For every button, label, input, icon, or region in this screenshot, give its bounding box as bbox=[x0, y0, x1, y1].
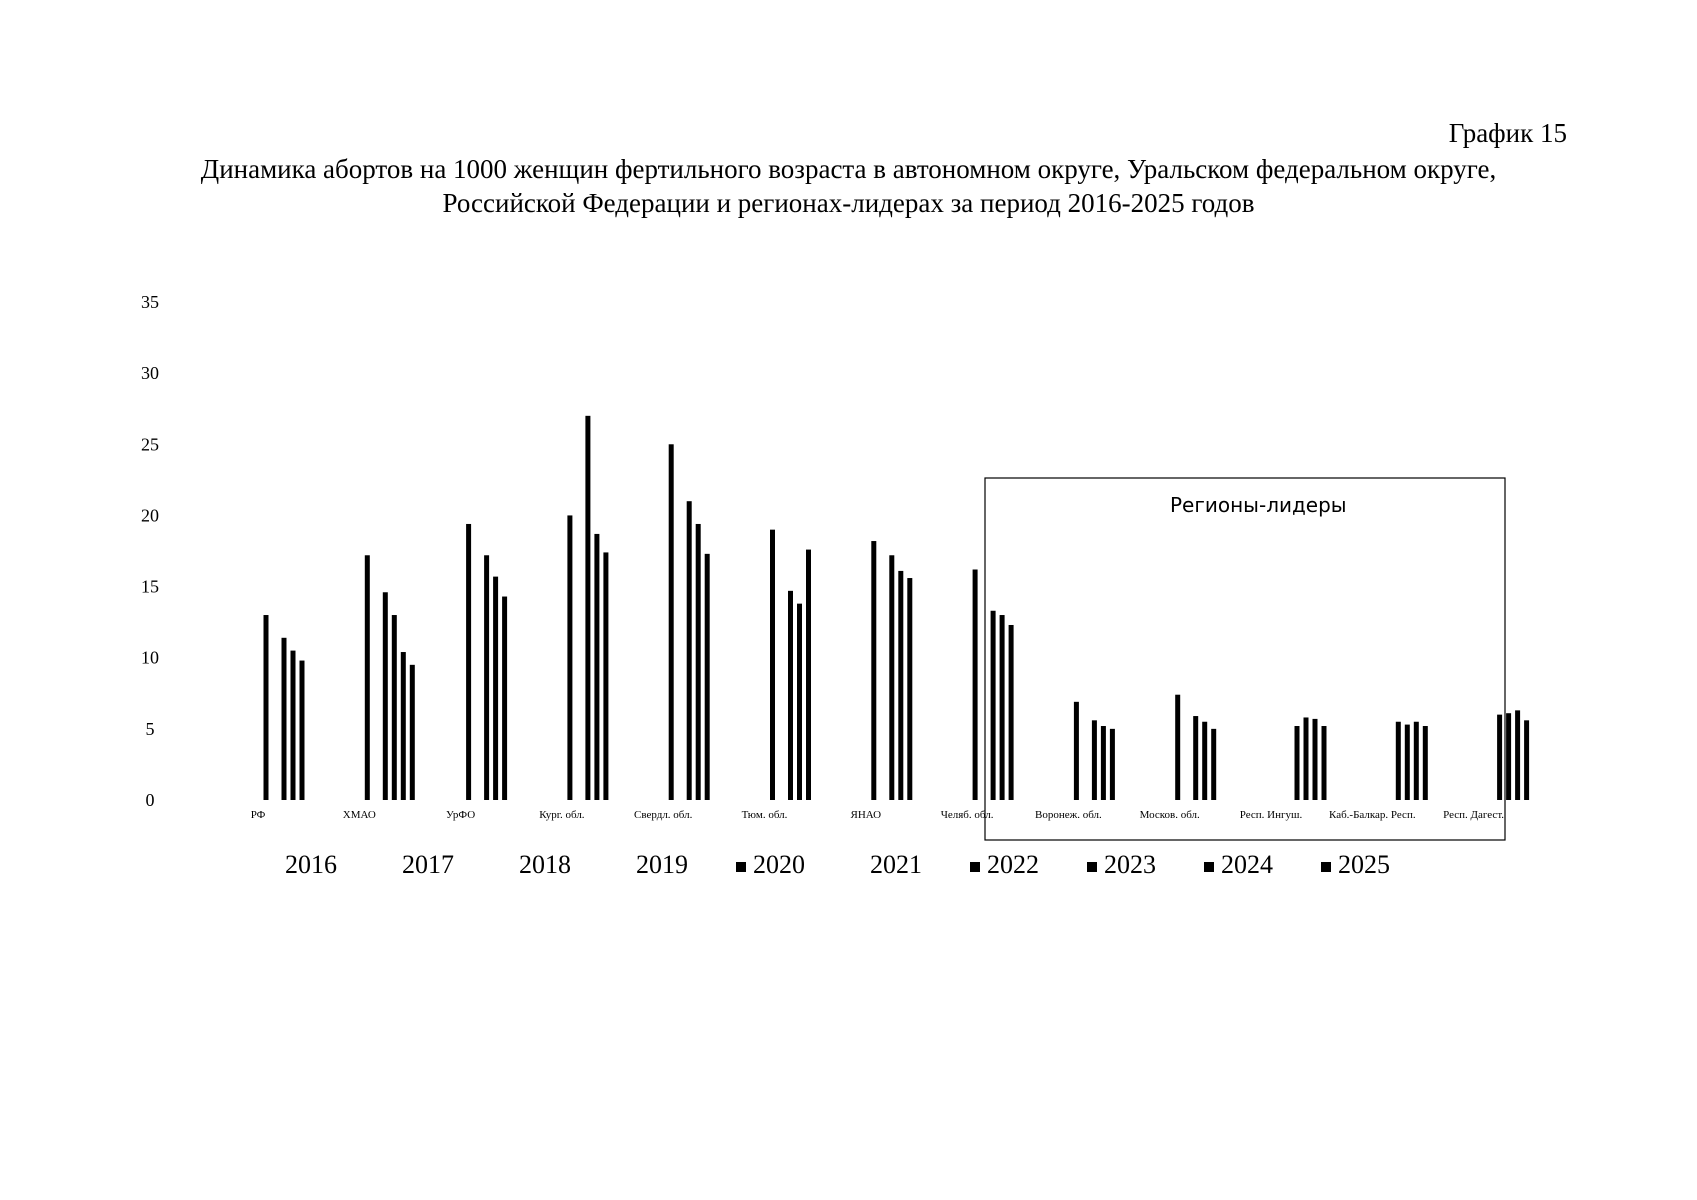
bar bbox=[991, 611, 996, 800]
bar bbox=[907, 578, 912, 800]
bar bbox=[1211, 729, 1216, 800]
legend-label: 2021 bbox=[870, 850, 922, 879]
bar bbox=[410, 665, 415, 800]
category-label: Свердл. обл. bbox=[634, 809, 693, 821]
category-labels bbox=[251, 809, 1505, 821]
y-tick-label: 5 bbox=[145, 718, 155, 739]
bar bbox=[1092, 720, 1097, 800]
bar bbox=[889, 555, 894, 800]
bar bbox=[484, 555, 489, 800]
legend-marker bbox=[970, 862, 980, 872]
bar bbox=[1414, 722, 1419, 800]
y-axis bbox=[141, 292, 159, 810]
category-label: Кург. обл. bbox=[539, 809, 585, 821]
graph-number: График 15 bbox=[1448, 118, 1567, 148]
bar bbox=[1524, 720, 1529, 800]
legend-label: 2017 bbox=[402, 850, 454, 879]
bar bbox=[1497, 715, 1502, 800]
bar bbox=[1304, 717, 1309, 800]
legend-label: 2024 bbox=[1221, 850, 1273, 879]
inset-title: Регионы-лидеры bbox=[1170, 493, 1347, 517]
bar bbox=[1101, 726, 1106, 800]
bar bbox=[973, 569, 978, 800]
legend-label: 2019 bbox=[636, 850, 688, 879]
legend-label: 2025 bbox=[1338, 850, 1390, 879]
bar bbox=[1322, 726, 1327, 800]
bar bbox=[1295, 726, 1300, 800]
bar bbox=[1110, 729, 1115, 800]
bar bbox=[1405, 725, 1410, 800]
bar bbox=[898, 571, 903, 800]
category-label: УрФО bbox=[446, 809, 476, 821]
y-tick-label: 10 bbox=[141, 647, 159, 668]
bar bbox=[1313, 719, 1318, 800]
bar bbox=[788, 591, 793, 800]
bar bbox=[282, 638, 287, 800]
category-label: Москов. обл. bbox=[1139, 809, 1200, 821]
legend-label: 2023 bbox=[1104, 850, 1156, 879]
bar bbox=[871, 541, 876, 800]
bar bbox=[383, 592, 388, 800]
bar bbox=[585, 416, 590, 800]
category-label: РФ bbox=[250, 809, 266, 821]
category-label: ХМАО bbox=[342, 809, 376, 821]
bar bbox=[300, 661, 305, 800]
bar bbox=[1202, 722, 1207, 800]
legend-marker bbox=[1321, 862, 1331, 872]
y-tick-label: 20 bbox=[141, 505, 159, 526]
bar bbox=[594, 534, 599, 800]
bar bbox=[1423, 726, 1428, 800]
bar bbox=[567, 515, 572, 800]
y-tick-label: 15 bbox=[141, 576, 159, 597]
bar bbox=[466, 524, 471, 800]
chart-title-line-1: Динамика абортов на 1000 женщин фертильного возраста в автономном округе, Уральском федеральном округе, bbox=[200, 154, 1497, 184]
bar bbox=[1175, 695, 1180, 800]
bar bbox=[705, 554, 710, 800]
bar bbox=[1193, 716, 1198, 800]
bar bbox=[1009, 625, 1014, 800]
y-tick-label: 30 bbox=[141, 363, 159, 384]
category-label: Респ. Дагест. bbox=[1443, 809, 1505, 821]
bar bbox=[797, 604, 802, 800]
legend-label: 2018 bbox=[519, 850, 571, 879]
bar bbox=[1506, 713, 1511, 800]
bar bbox=[1515, 710, 1520, 800]
bar bbox=[1074, 702, 1079, 800]
bar bbox=[264, 615, 269, 800]
bars bbox=[264, 416, 1530, 800]
category-label: Челяб. обл. bbox=[940, 809, 994, 821]
category-label: ЯНАО bbox=[850, 809, 882, 821]
legend-marker bbox=[736, 862, 746, 872]
bar bbox=[502, 597, 507, 800]
category-label: Каб.-Балкар. Респ. bbox=[1329, 809, 1416, 821]
bar bbox=[493, 577, 498, 800]
legend-marker bbox=[1087, 862, 1097, 872]
y-tick-label: 0 bbox=[145, 790, 155, 810]
bar bbox=[365, 555, 370, 800]
bar bbox=[806, 550, 811, 800]
chart-title-line-2: Российской Федерации и регионах-лидерах за период 2016-2025 годов bbox=[442, 188, 1255, 218]
legend-label: 2022 bbox=[987, 850, 1039, 879]
category-label: Тюм. обл. bbox=[741, 809, 788, 821]
bar bbox=[392, 615, 397, 800]
category-label: Респ. Ингуш. bbox=[1239, 809, 1303, 821]
y-tick-label: 35 bbox=[141, 292, 159, 312]
bar bbox=[401, 652, 406, 800]
legend bbox=[285, 850, 1390, 879]
legend-marker bbox=[1204, 862, 1214, 872]
bar bbox=[291, 651, 296, 800]
bar bbox=[1396, 722, 1401, 800]
legend-label: 2016 bbox=[285, 850, 337, 879]
bar bbox=[696, 524, 701, 800]
bar bbox=[603, 552, 608, 800]
legend-label: 2020 bbox=[753, 850, 805, 879]
bar bbox=[770, 530, 775, 800]
bar bbox=[687, 501, 692, 800]
category-label: Воронеж. обл. bbox=[1035, 809, 1102, 821]
y-tick-label: 25 bbox=[141, 434, 159, 455]
bar bbox=[669, 444, 674, 800]
bar bbox=[1000, 615, 1005, 800]
